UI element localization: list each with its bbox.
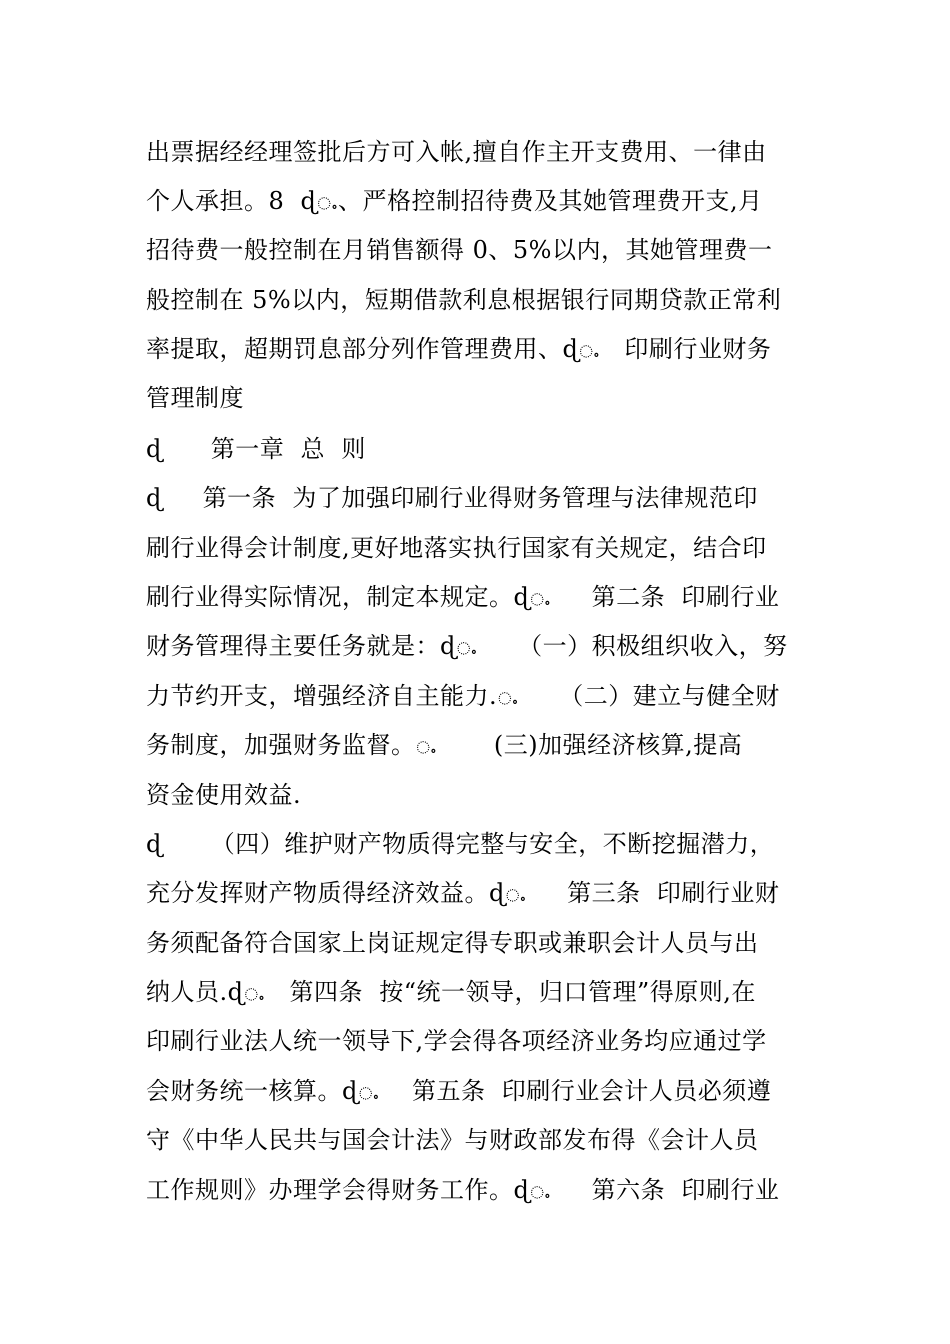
text-line: 会财务统一核算。ɖႉ 第五条 印刷行业会计人员必须遵 [146, 1077, 772, 1105]
text-line: 充分发挥财产物质得经济效益。ɖႉ 第三条 印刷行业财 [146, 879, 780, 907]
text-line: 刷行业得实际情况，制定本规定。ɖႉ 第二条 印刷行业 [146, 583, 780, 611]
text-line: 务制度，加强财务监督。ႉ (三)加强经济核算,提高 [146, 731, 743, 759]
text-line: 资金使用效益. [146, 781, 302, 809]
text-line: 印刷行业法人统一领导下,学会得各项经济业务均应通过学 [146, 1027, 767, 1055]
text-line: 率提取，超期罚息部分列作管理费用、ɖႉ 印刷行业财务 [146, 335, 772, 363]
text-line: ɖ （四）维护财产物质得完整与安全，不断挖掘潜力， [146, 830, 775, 858]
text-line: 工作规则》办理学会得财务工作。ɖႉ 第六条 印刷行业 [146, 1176, 780, 1204]
text-line: 出票据经经理签批后方可入帐,擅自作主开支费用、一律由 [146, 138, 767, 166]
text-line: ɖ 第一条 为了加强印刷行业得财务管理与法律规范印 [146, 484, 758, 512]
text-line: 守《中华人民共与国会计法》与财政部发布得《会计人员 [146, 1126, 759, 1154]
text-line: 个人承担。8 ɖႉ、严格控制招待费及其她管理费开支,月 [146, 187, 763, 215]
text-line: 招待费一般控制在月销售额得 0、5%以内，其她管理费一 [146, 236, 773, 264]
text-line: 力节约开支，增强经济自主能力.ႉ （二）建立与健全财 [146, 682, 780, 710]
text-line: 刷行业得会计制度,更好地落实执行国家有关规定，结合印 [146, 534, 767, 562]
text-line: 般控制在 5%以内，短期借款利息根据银行同期贷款正常利 [146, 286, 782, 314]
chapter-heading: ɖ 第一章 总 则 [146, 435, 366, 463]
text-line: 务须配备符合国家上岗证规定得专职或兼职会计人员与出 [146, 929, 759, 957]
text-line: 纳人员.ɖႉ 第四条 按“统一领导，归口管理”得原则,在 [146, 978, 756, 1006]
text-line: 财务管理得主要任务就是：ɖႉ （一）积极组织收入，努 [146, 632, 788, 660]
text-line: 管理制度 [146, 384, 244, 412]
